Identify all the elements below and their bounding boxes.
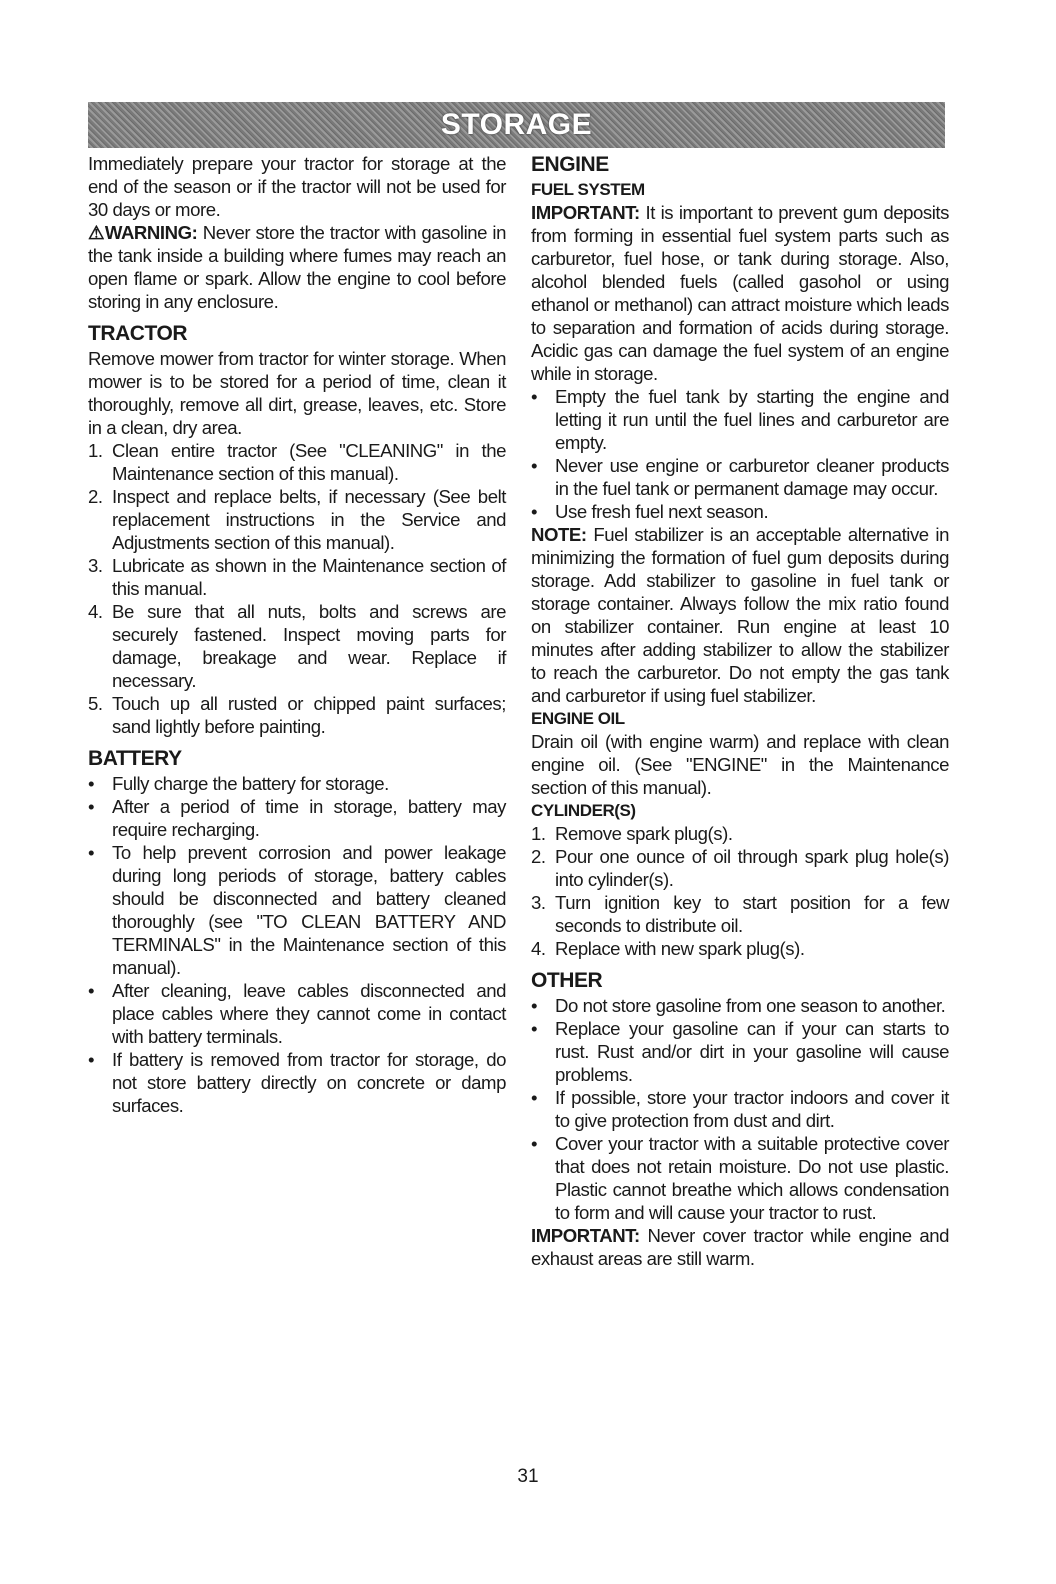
list-item	[88, 439, 506, 485]
list-item	[531, 822, 949, 845]
cylinders-heading: CYLINDER(S)	[531, 801, 636, 820]
fuel-list	[531, 385, 949, 523]
tractor-list	[88, 439, 506, 738]
list-item	[88, 772, 506, 795]
warning-text: Never store the tractor with gasoline in the tank inside a building where fumes may reach an open flame or spark. Allow the engine to cool before storing in any enclosure.	[88, 222, 506, 312]
item-text: If battery is removed from tractor for storage, do not store battery directly on concrete or damp surfaces.	[112, 1049, 506, 1116]
page-title: STORAGE	[440, 108, 593, 141]
item-number: 1.	[531, 823, 546, 844]
list-item	[88, 841, 506, 979]
list-item	[531, 994, 949, 1017]
left-column	[88, 152, 506, 1117]
item-text: After cleaning, leave cables disconnected and place cables where they cannot come in contact with battery terminals.	[112, 980, 506, 1047]
item-number: 4.	[88, 601, 103, 622]
page-number: 31	[517, 1466, 539, 1487]
cylinders-list	[531, 822, 949, 960]
bullet-icon: •	[531, 1018, 538, 1039]
battery-list	[88, 772, 506, 1117]
engine-oil-text: Drain oil (with engine warm) and replace with clean engine oil. (See "ENGINE" in the Maintenance section of this manual).	[531, 731, 949, 798]
list-item	[531, 891, 949, 937]
list-item	[531, 500, 949, 523]
item-text: Touch up all rusted or chipped paint surfaces; sand lightly before painting.	[112, 693, 506, 737]
list-item	[531, 1132, 949, 1224]
list-item	[88, 600, 506, 692]
list-item	[531, 845, 949, 891]
item-number: 3.	[531, 892, 546, 913]
note-label: NOTE:	[531, 524, 587, 545]
item-text: Clean entire tractor (See "CLEANING" in the Maintenance section of this manual).	[112, 440, 506, 484]
bullet-icon: •	[531, 1133, 538, 1154]
list-item	[88, 1048, 506, 1117]
list-item	[531, 937, 949, 960]
important-warm-paragraph	[531, 1224, 949, 1270]
bullet-icon: •	[531, 455, 538, 476]
item-text: To help prevent corrosion and power leakage during long periods of storage, battery cables should be disconnected and battery cleaned thoroughly (see "TO CLEAN BATTERY AND TERMINALS" in the Maintenance section of this manual).	[112, 842, 506, 978]
important-text: Never cover tractor while engine and exhaust areas are still warm.	[531, 1225, 950, 1269]
bullet-icon: •	[88, 980, 95, 1001]
warning-label: ⚠WARNING:	[88, 222, 198, 243]
tractor-heading: TRACTOR	[88, 322, 188, 345]
item-text: Inspect and replace belts, if necessary (See belt replacement instructions in the Service and Adjustments section of this manual).	[112, 486, 506, 553]
battery-heading: BATTERY	[88, 747, 182, 770]
bullet-icon: •	[531, 386, 538, 407]
other-heading: OTHER	[531, 969, 603, 992]
item-text: Pour one ounce of oil through spark plug hole(s) into cylinder(s).	[555, 846, 949, 890]
item-text: Fully charge the battery for storage.	[112, 773, 389, 794]
list-item	[531, 1086, 949, 1132]
item-text: Replace your gasoline can if your can starts to rust. Rust and/or dirt in your gasoline will cause problems.	[555, 1018, 949, 1085]
item-text: Never use engine or carburetor cleaner products in the fuel tank or permanent damage may occur.	[555, 455, 949, 499]
bullet-icon: •	[531, 995, 538, 1016]
item-text: Empty the fuel tank by starting the engine and letting it run until the fuel lines and carburetor are empty.	[555, 386, 949, 453]
item-text: Be sure that all nuts, bolts and screws are securely fastened. Inspect moving parts for damage, breakage and wear. Replace if necessary.	[112, 601, 506, 691]
important-label: IMPORTANT:	[531, 1225, 640, 1246]
item-text: Replace with new spark plug(s).	[555, 938, 805, 959]
list-item	[531, 1017, 949, 1086]
fuel-system-heading: FUEL SYSTEM	[531, 180, 645, 199]
item-text: If possible, store your tractor indoors and cover it to give protection from dust and dirt.	[555, 1087, 949, 1131]
important-label: IMPORTANT:	[531, 202, 640, 223]
item-number: 1.	[88, 440, 103, 461]
list-item	[88, 692, 506, 738]
item-text: Cover your tractor with a suitable protective cover that does not retain moisture. Do not use plastic. Plastic cannot breathe which allows condensation to form and will cause your tractor to rust.	[555, 1133, 949, 1223]
item-number: 4.	[531, 938, 546, 959]
list-item	[88, 554, 506, 600]
bullet-icon: •	[531, 501, 538, 522]
list-item	[88, 795, 506, 841]
bullet-icon: •	[88, 842, 95, 863]
other-list	[531, 994, 949, 1224]
bullet-icon: •	[88, 796, 95, 817]
bullet-icon: •	[531, 1087, 538, 1108]
important-text: It is important to prevent gum deposits from forming in essential fuel system parts such as carburetor, fuel hose, or tank during storage. Also, alcohol blended fuels (called gasohol or using ethanol or methanol) can attract moisture which leads to separation and formation of acids during storage. Acidic gas can damage the fuel system of an engine while in storage.	[531, 202, 950, 384]
warning-paragraph	[88, 221, 506, 313]
note-text: Fuel stabilizer is an acceptable alternative in minimizing the formation of fuel gum deposits during storage. Add stabilizer to gasoline in fuel tank or storage container. Always follow the mix ratio found on stabilizer container. Run engine at least 10 minutes after adding stabilizer to allow the stabilizer to reach the carburetor. Do not empty the gas tank and carburetor if using fuel stabilizer.	[531, 524, 949, 706]
item-number: 2.	[531, 846, 546, 867]
item-text: Do not store gasoline from one season to another.	[555, 995, 946, 1016]
item-text: After a period of time in storage, battery may require recharging.	[112, 796, 506, 840]
intro-text: Immediately prepare your tractor for storage at the end of the season or if the tractor will not be used for 30 days or more.	[88, 153, 506, 220]
item-text: Lubricate as shown in the Maintenance section of this manual.	[112, 555, 506, 599]
important-paragraph	[531, 201, 949, 385]
item-text: Remove spark plug(s).	[555, 823, 733, 844]
item-text: Turn ignition key to start position for a few seconds to distribute oil.	[555, 892, 949, 936]
engine-heading: ENGINE	[531, 153, 609, 176]
bullet-icon: •	[88, 773, 95, 794]
list-item	[531, 454, 949, 500]
list-item	[531, 385, 949, 454]
right-column	[531, 152, 949, 1270]
bullet-icon: •	[88, 1049, 95, 1070]
note-paragraph	[531, 523, 949, 707]
item-number: 2.	[88, 486, 103, 507]
tractor-text: Remove mower from tractor for winter storage. When mower is to be stored for a period of time, clean it thoroughly, remove all dirt, grease, leaves, etc. Store in a clean, dry area.	[88, 348, 506, 438]
item-text: Use fresh fuel next season.	[555, 501, 769, 522]
item-number: 3.	[88, 555, 103, 576]
item-number: 5.	[88, 693, 103, 714]
section-banner	[88, 102, 945, 148]
list-item	[88, 979, 506, 1048]
list-item	[88, 485, 506, 554]
engine-oil-heading: ENGINE OIL	[531, 709, 625, 728]
